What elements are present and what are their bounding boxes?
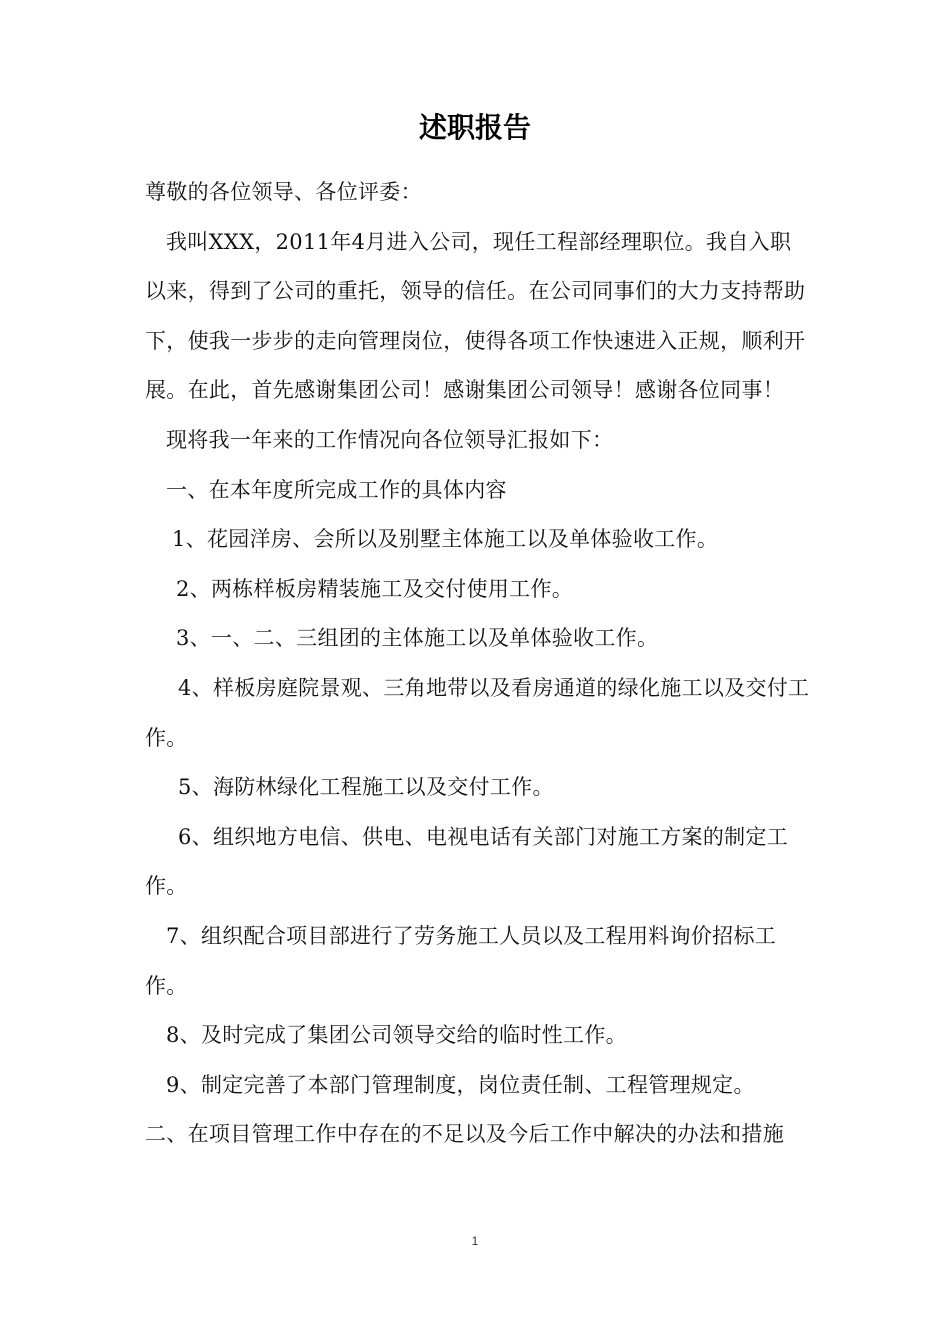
list-item: 5、海防林绿化工程施工以及交付工作。 xyxy=(178,775,554,800)
document-title: 述职报告 xyxy=(418,111,531,144)
section-heading-2: 二、在项目管理工作中存在的不足以及今后工作中解决的办法和措施 xyxy=(145,1122,784,1147)
report-lead: 现将我一年来的工作情况向各位领导汇报如下： xyxy=(166,427,614,452)
list-item: 4、样板房庭院景观、三角地带以及看房通道的绿化施工以及交付工作。 xyxy=(145,675,810,750)
list-item: 1、花园洋房、会所以及别墅主体施工以及单体验收工作。 xyxy=(172,527,719,552)
section-heading-1: 一、在本年度所完成工作的具体内容 xyxy=(166,477,507,502)
list-item: 7、组织配合项目部进行了劳务施工人员以及工程用料询价招标工作。 xyxy=(145,923,777,998)
list-item: 2、两栋样板房精装施工及交付使用工作。 xyxy=(176,576,574,601)
salutation: 尊敬的各位领导、各位评委： xyxy=(145,180,422,204)
page-number: 1 xyxy=(471,1234,479,1248)
document-body xyxy=(145,168,811,1160)
intro-paragraph: 我叫XXX，2011年4月进入公司，现任工程部经理职位。我自入职以来，得到了公司的重托，领导的信任。在公司同事们的大力支持帮助下，使我一步步的走向管理岗位，使得各项工作快速进入正规，顺利开展。在此，首先感谢集团公司！感谢集团公司领导！感谢各位同事！ xyxy=(145,229,806,403)
list-item: 8、及时完成了集团公司领导交给的临时性工作。 xyxy=(166,1023,627,1048)
list-item: 6、组织地方电信、供电、电视电话有关部门对施工方案的制定工作。 xyxy=(145,824,789,899)
list-item: 9、制定完善了本部门管理制度，岗位责任制、工程管理规定。 xyxy=(166,1072,755,1097)
list-item: 3、一、二、三组团的主体施工以及单体验收工作。 xyxy=(176,626,659,651)
